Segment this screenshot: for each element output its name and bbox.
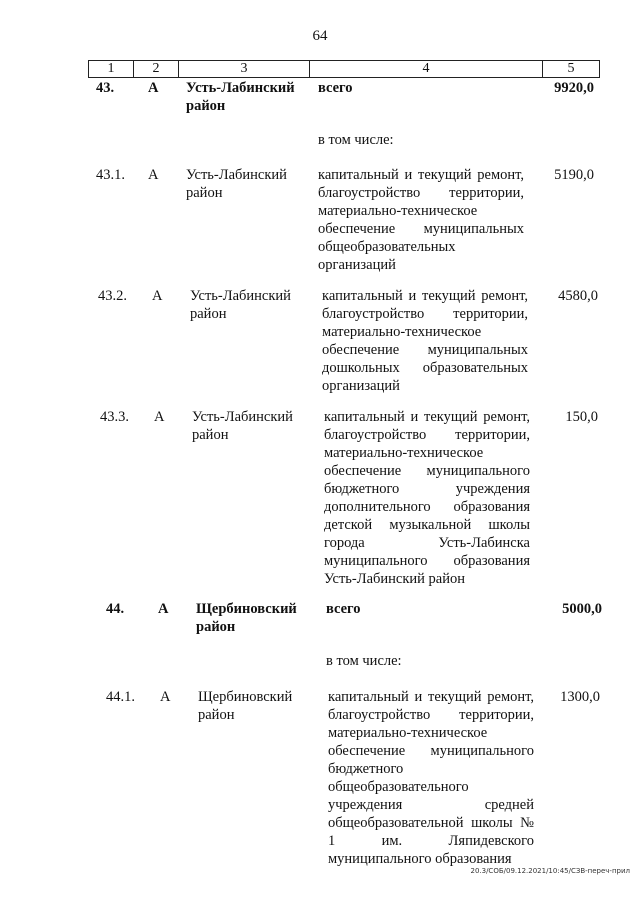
row-description: всего [326, 601, 361, 617]
row-district: Усть-Лабинский район [190, 288, 291, 322]
subtotal-label: в том числе: [318, 132, 394, 148]
row-description: капитальный и текущий ремонт, благоустройство территории, материально-техническое обеспечение муниципальных дошкольных образовательных организаций [322, 288, 528, 394]
row-amount: 150,0 [565, 409, 598, 425]
header-col-5: 5 [567, 61, 575, 76]
row-letter: А [160, 689, 171, 705]
header-col-3: 3 [179, 61, 310, 77]
row-amount: 5000,0 [562, 601, 602, 617]
page-number: 64 [312, 28, 328, 44]
header-col-2: 2 [134, 61, 179, 77]
row-description: капитальный и текущий ремонт, благоустройство территории, материально-техническое обеспечение муниципального бюджетного учреждения дополнительного образования детской музыкальной школы города Усть-Лабинска муниципального образования Усть-Лабинский район [324, 409, 530, 587]
row-letter: А [158, 601, 169, 617]
row-number: 43. [96, 80, 115, 96]
subtotal-label: в том числе: [326, 653, 402, 669]
row-description: капитальный и текущий ремонт, благоустройство территории, материально-техническое обеспечение муниципального бюджетного общеобразовательного учреждения средней общеобразовательной школы № 1 им. Ляпидевского муниципального образования [328, 689, 534, 867]
row-district: Щербиновский район [196, 601, 297, 635]
footer-stamp: 20.3/СОБ/09.12.2021/10:45/СЗВ-переч-прил [470, 867, 630, 875]
row-amount: 4580,0 [558, 288, 598, 304]
row-number: 44.1. [106, 689, 135, 705]
row-description: капитальный и текущий ремонт, благоустройство территории, материально-техническое обеспечение муниципальных общеобразовательных организаций [318, 167, 524, 273]
table-header-row [88, 60, 600, 78]
row-letter: А [154, 409, 165, 425]
row-amount: 9920,0 [554, 80, 594, 96]
row-number: 43.1. [96, 167, 125, 183]
row-letter: А [148, 80, 159, 96]
row-amount: 5190,0 [554, 167, 594, 183]
row-district: Щербиновский район [198, 689, 293, 723]
row-number: 43.3. [100, 409, 129, 425]
row-number: 43.2. [98, 288, 127, 304]
row-district: Усть-Лабинский район [186, 167, 287, 201]
row-letter: А [148, 167, 159, 183]
header-col-1: 1 [89, 61, 134, 77]
header-col-4: 4 [310, 61, 543, 77]
row-amount: 1300,0 [560, 689, 600, 705]
row-number: 44. [106, 601, 125, 617]
row-district: Усть-Лабинский район [186, 80, 295, 114]
row-district: Усть-Лабинский район [192, 409, 293, 443]
row-letter: А [152, 288, 163, 304]
row-description: всего [318, 80, 353, 96]
